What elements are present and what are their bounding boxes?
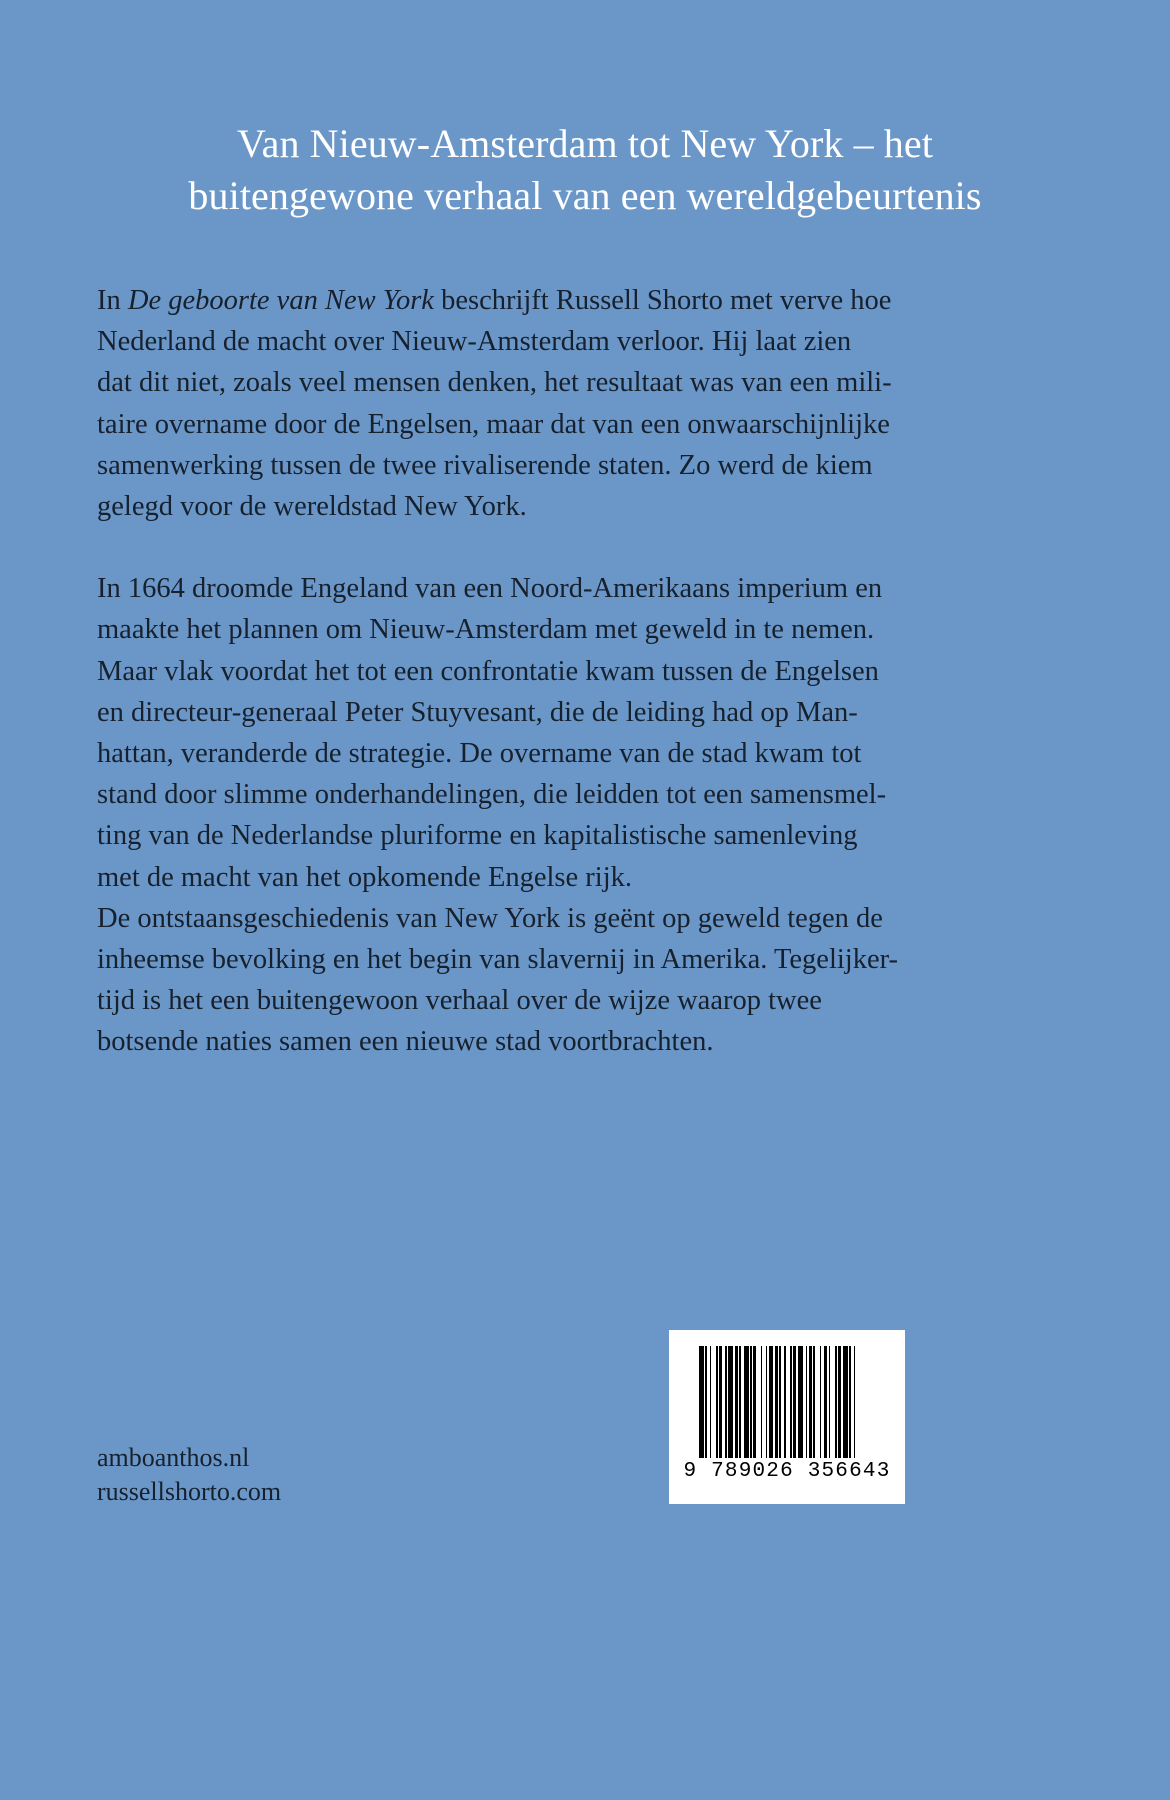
paragraph-3-line-1: De ontstaansgeschiedenis van New York is geënt op geweld tegen de: [97, 902, 883, 934]
paragraph-2-line-2: maakte het plannen om Nieuw-Amsterdam met geweld in te nemen.: [97, 614, 875, 646]
paragraph-3-line-4: botsende naties samen een nieuwe stad voortbrachten.: [97, 1026, 714, 1058]
paragraph-1-line-6: gelegd voor de wereldstad New York.: [97, 491, 527, 523]
paragraph-2-line-7: ting van de Nederlandse pluriforme en kapitalistische samenleving: [97, 820, 858, 852]
barcode-digits: 9 789026 356643: [683, 1460, 891, 1483]
barcode: [669, 1330, 905, 1504]
publisher-website-link[interactable]: amboanthos.nl: [97, 1443, 250, 1472]
paragraph-2-line-6: stand door slimme onderhandelingen, die leidden tot een samensmel-: [97, 779, 887, 811]
headline-line-2: buitengewone verhaal van een wereldgebeurtenis: [188, 173, 982, 218]
paragraph-1-line-3: dat dit niet, zoals veel mensen denken, het resultaat was van een mili-: [97, 367, 892, 399]
line-suffix: beschrijft Russell Shorto met verve hoe: [433, 285, 892, 316]
paragraph-2-line-8: met de macht van het opkomende Engelse rijk.: [97, 861, 633, 893]
paragraph-2-line-3: Maar vlak voordat het tot een confrontatie kwam tussen de Engelsen: [97, 655, 879, 687]
paragraph-1-line-1: [97, 280, 907, 321]
barcode-bars: [683, 1346, 891, 1458]
paragraph-1-line-4: taire overname door de Engelsen, maar dat van een onwaarschijnlijke: [97, 408, 890, 440]
blurb-paragraph-1: [97, 280, 907, 527]
paragraph-1-line-2: Nederland de macht over Nieuw-Amsterdam verloor. Hij laat zien: [97, 326, 852, 358]
blurb-paragraph-3: [97, 898, 907, 1063]
blurb-text: [97, 280, 907, 1063]
paragraph-2-line-1: In 1664 droomde Engeland van een Noord-Amerikaans imperium en: [97, 573, 883, 605]
headline-line-1: Van Nieuw-Amsterdam tot New York – het: [237, 121, 933, 166]
paragraph-2-line-5: hattan, veranderde de strategie. De overname van de stad kwam tot: [97, 738, 862, 770]
blurb-paragraph-2: [97, 568, 907, 898]
line-prefix: In: [97, 285, 128, 316]
paragraph-3-line-3: tijd is het een buitengewoon verhaal over de wijze waarop twee: [97, 985, 822, 1017]
paragraph-1-line-5: samenwerking tussen de twee rivaliserende staten. Zo werd de kiem: [97, 449, 873, 481]
paragraph-2-line-4: en directeur-generaal Peter Stuyvesant, die de leiding had op Man-: [97, 696, 858, 728]
author-website-link[interactable]: russellshorto.com: [97, 1477, 282, 1506]
page-title: [112, 118, 1058, 222]
book-title-italic: De geboorte van New York: [127, 285, 434, 316]
footer-links: [97, 1441, 281, 1509]
paragraph-3-line-2: inheemse bevolking en het begin van slavernij in Amerika. Tegelijker-: [97, 944, 899, 976]
